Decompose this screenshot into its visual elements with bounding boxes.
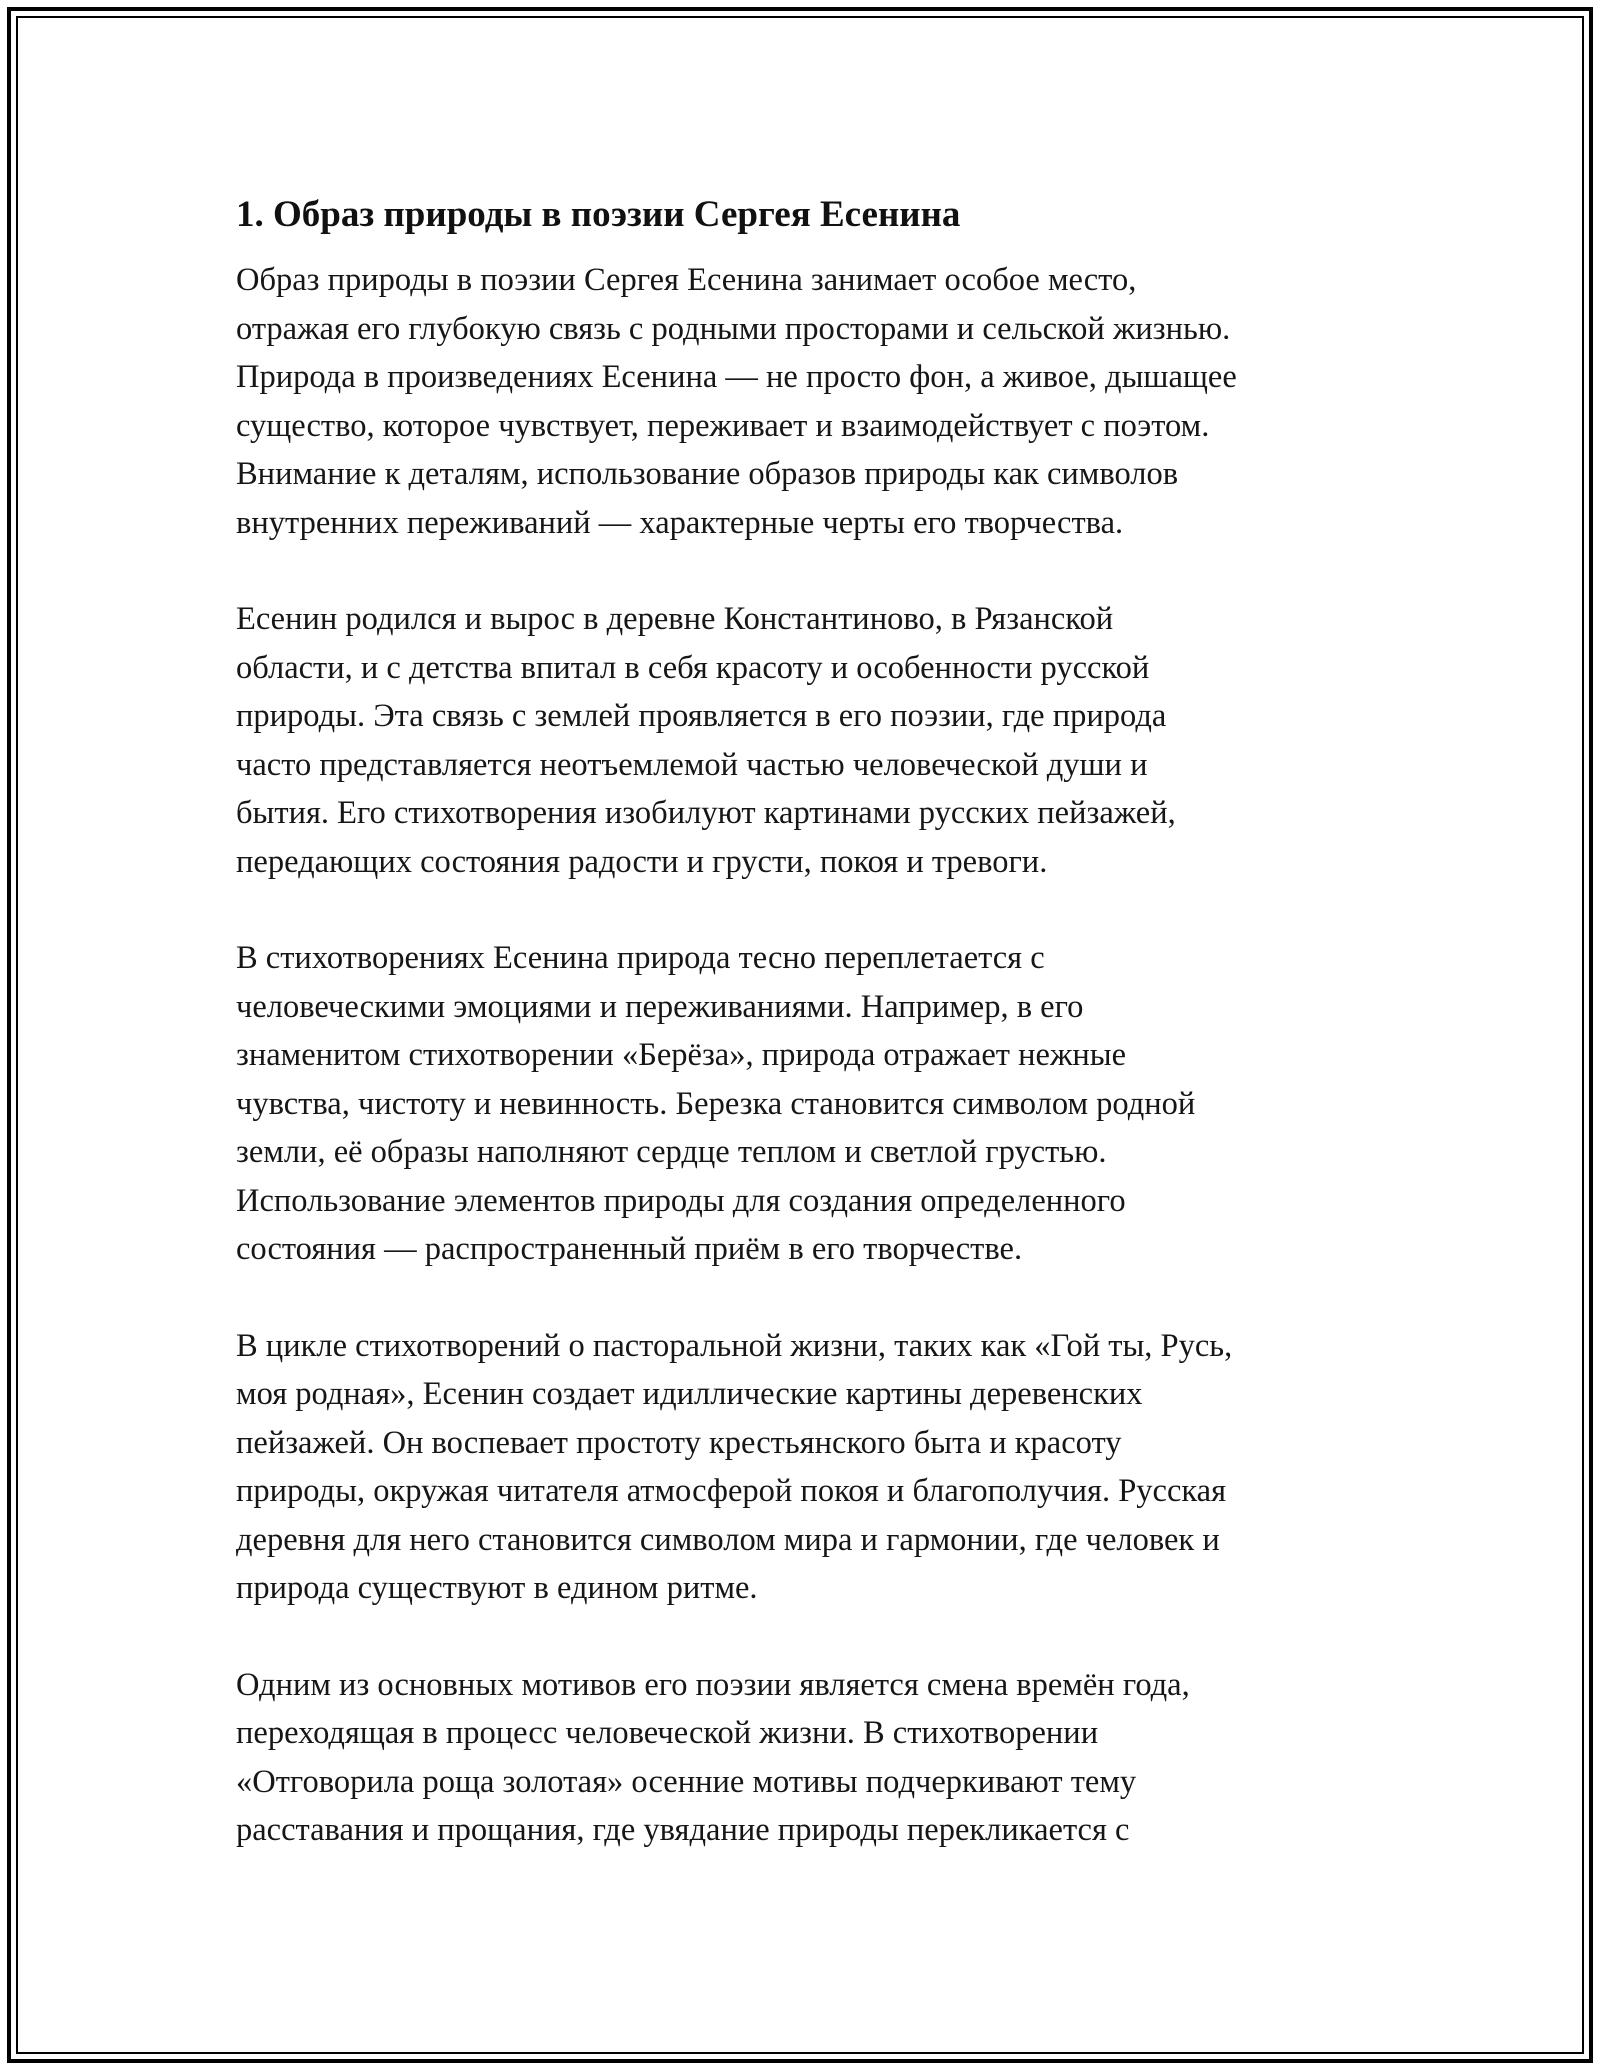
text-line: бытия. Его стихотворения изобилуют картинами русских пейзажей,	[236, 795, 1176, 831]
text-line: В цикле стихотворений о пасторальной жизни, таких как «Гой ты, Русь,	[236, 1327, 1233, 1364]
section-title: 1. Образ природы в поэзии Сергея Есенина	[236, 194, 961, 235]
paragraph-5	[236, 1661, 1396, 1855]
text-line: знаменитом стихотворении «Берёза», природа отражает нежные	[236, 1037, 1127, 1073]
text-line: расставания и прощания, где увядание природы перекликается с	[236, 1812, 1130, 1848]
text-line: моя родная», Есенин создает идиллические картины деревенских	[236, 1376, 1143, 1412]
text-line: пейзажей. Он воспевает простоту крестьянского быта и красоту	[236, 1424, 1122, 1461]
paragraph-4	[236, 1322, 1396, 1613]
text-line: природы. Эта связь с землей проявляется в его поэзии, где природа	[236, 698, 1167, 734]
text-line: внутренних переживаний — характерные черты его творчества.	[236, 504, 1124, 541]
text-line: земли, её образы наполняют сердце теплом и светлой грустью.	[236, 1134, 1107, 1170]
text-line: человеческими эмоциями и переживаниями. Например, в его	[236, 988, 1084, 1025]
text-line: чувства, чистоту и невинность. Березка становится символом родной	[236, 1085, 1196, 1122]
text-line: отражая его глубокую связь с родными просторами и сельской жизнью.	[236, 310, 1231, 347]
text-line: области, и с детства впитал в себя красоту и особенности русской	[236, 649, 1150, 686]
text-line: часто представляется неотъемлемой частью человеческой души и	[236, 746, 1148, 783]
text-line: Использование элементов природы для создания определенного	[236, 1182, 1126, 1219]
paragraph-1	[236, 256, 1396, 547]
paragraph-2	[236, 595, 1396, 886]
text-line: переходящая в процесс человеческой жизни. В стихотворении	[236, 1715, 1099, 1751]
paragraph-3	[236, 934, 1396, 1274]
text-line: природы, окружая читателя атмосферой покоя и благополучия. Русская	[236, 1473, 1227, 1509]
text-line: существо, которое чувствует, переживает и взаимодействует с поэтом.	[236, 407, 1210, 444]
document-body	[236, 186, 1396, 1855]
text-line: Внимание к деталям, использование образов природы как символов	[236, 456, 1179, 492]
text-line: передающих состояния радости и грусти, покоя и тревоги.	[236, 843, 1048, 880]
text-line: Есенин родился и вырос в деревне Константиново, в Рязанской	[236, 601, 1114, 637]
text-line: «Отговорила роща золотая» осенние мотивы подчеркивают тему	[236, 1763, 1137, 1800]
text-line: Образ природы в поэзии Сергея Есенина занимает особое место,	[236, 262, 1137, 298]
text-line: В стихотворениях Есенина природа тесно переплетается с	[236, 940, 1045, 976]
text-line: состояния — распространенный приём в его творчестве.	[236, 1231, 1023, 1267]
text-line: деревня для него становится символом мира и гармонии, где человек и	[236, 1521, 1220, 1558]
text-line: природа существуют в едином ритме.	[236, 1570, 758, 1606]
text-line: Природа в произведениях Есенина — не просто фон, а живое, дышащее	[236, 359, 1237, 395]
text-line: Одним из основных мотивов его поэзии является смена времён года,	[236, 1666, 1190, 1703]
